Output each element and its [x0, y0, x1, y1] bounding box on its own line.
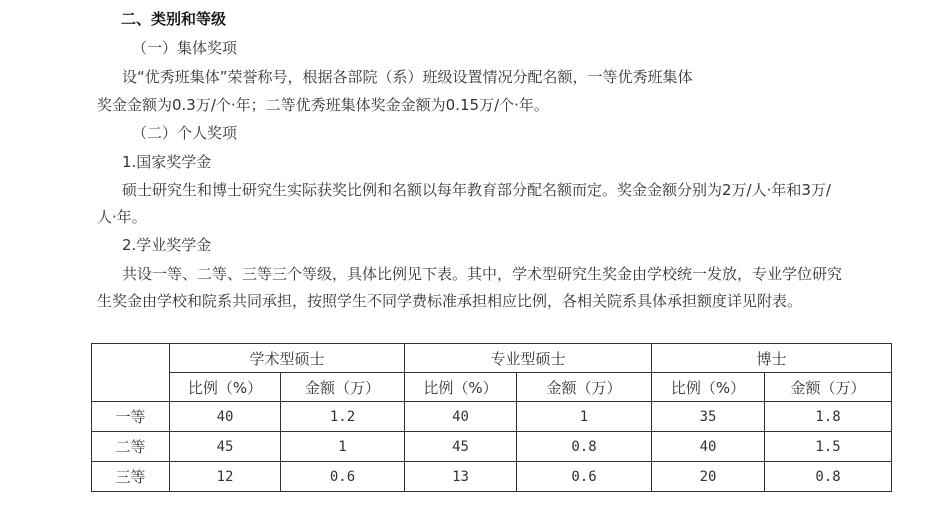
collective-award-text-line2: 奖金金额为0.3万/个·年；二等优秀班集体奖金金额为0.15万/个·年。	[97, 96, 549, 114]
table-cell: 40	[170, 402, 281, 432]
table-cell: 20	[652, 462, 765, 492]
table-cell: 45	[170, 432, 281, 462]
collective-award-text-line1: 设“优秀班集体”荣誉称号，根据各部院（系）班级设置情况分配名额，一等优秀班集体	[122, 68, 693, 86]
subheader-ratio: 比例（%）	[652, 373, 765, 402]
table-cell: 35	[652, 402, 765, 432]
subheader-amount: 金额（万）	[517, 373, 652, 402]
table-cell: 40	[652, 432, 765, 462]
academic-scholarship-text-line1: 共设一等、二等、三等三个等级，具体比例见下表。其中，学术型研究生奖金由学校统一发放，专业学位研究	[122, 265, 843, 283]
row-label: 二等	[92, 432, 170, 462]
group-header-academic-master: 学术型硕士	[170, 344, 405, 373]
table-subheader-row	[92, 373, 892, 402]
scholarship-table	[91, 343, 892, 492]
table-cell: 12	[170, 462, 281, 492]
collective-award-heading: （一）集体奖项	[132, 39, 238, 57]
table-corner-cell	[92, 344, 170, 402]
table-cell: 45	[405, 432, 517, 462]
table-cell: 1.2	[281, 402, 405, 432]
subheader-ratio: 比例（%）	[170, 373, 281, 402]
academic-scholarship-title: 2.学业奖学金	[122, 236, 212, 254]
table-row	[92, 402, 892, 432]
table-cell: 13	[405, 462, 517, 492]
table-cell: 1	[281, 432, 405, 462]
national-scholarship-text-line1: 硕士研究生和博士研究生实际获奖比例和名额以每年教育部分配名额而定。奖金金额分别为2万/人·年和3万/	[122, 181, 831, 199]
table-cell: 0.6	[281, 462, 405, 492]
table-row	[92, 432, 892, 462]
group-header-professional-master: 专业型硕士	[405, 344, 652, 373]
section-title: 二、类别和等级	[121, 10, 227, 28]
subheader-amount: 金额（万）	[281, 373, 405, 402]
table-cell: 40	[405, 402, 517, 432]
national-scholarship-title: 1.国家奖学金	[122, 153, 212, 171]
subheader-ratio: 比例（%）	[405, 373, 517, 402]
table-header-row	[92, 344, 892, 373]
table-cell: 0.6	[517, 462, 652, 492]
row-label: 一等	[92, 402, 170, 432]
table-cell: 0.8	[765, 462, 892, 492]
individual-award-heading: （二）个人奖项	[132, 124, 238, 142]
table-row	[92, 462, 892, 492]
national-scholarship-text-line2: 人·年。	[97, 208, 147, 226]
subheader-amount: 金额（万）	[765, 373, 892, 402]
table-cell: 1.5	[765, 432, 892, 462]
row-label: 三等	[92, 462, 170, 492]
group-header-doctoral: 博士	[652, 344, 892, 373]
table-cell: 1	[517, 402, 652, 432]
table-cell: 1.8	[765, 402, 892, 432]
academic-scholarship-text-line2: 生奖金由学校和院系共同承担，按照学生不同学费标准承担相应比例，各相关院系具体承担额度详见附表。	[97, 292, 803, 310]
table-cell: 0.8	[517, 432, 652, 462]
